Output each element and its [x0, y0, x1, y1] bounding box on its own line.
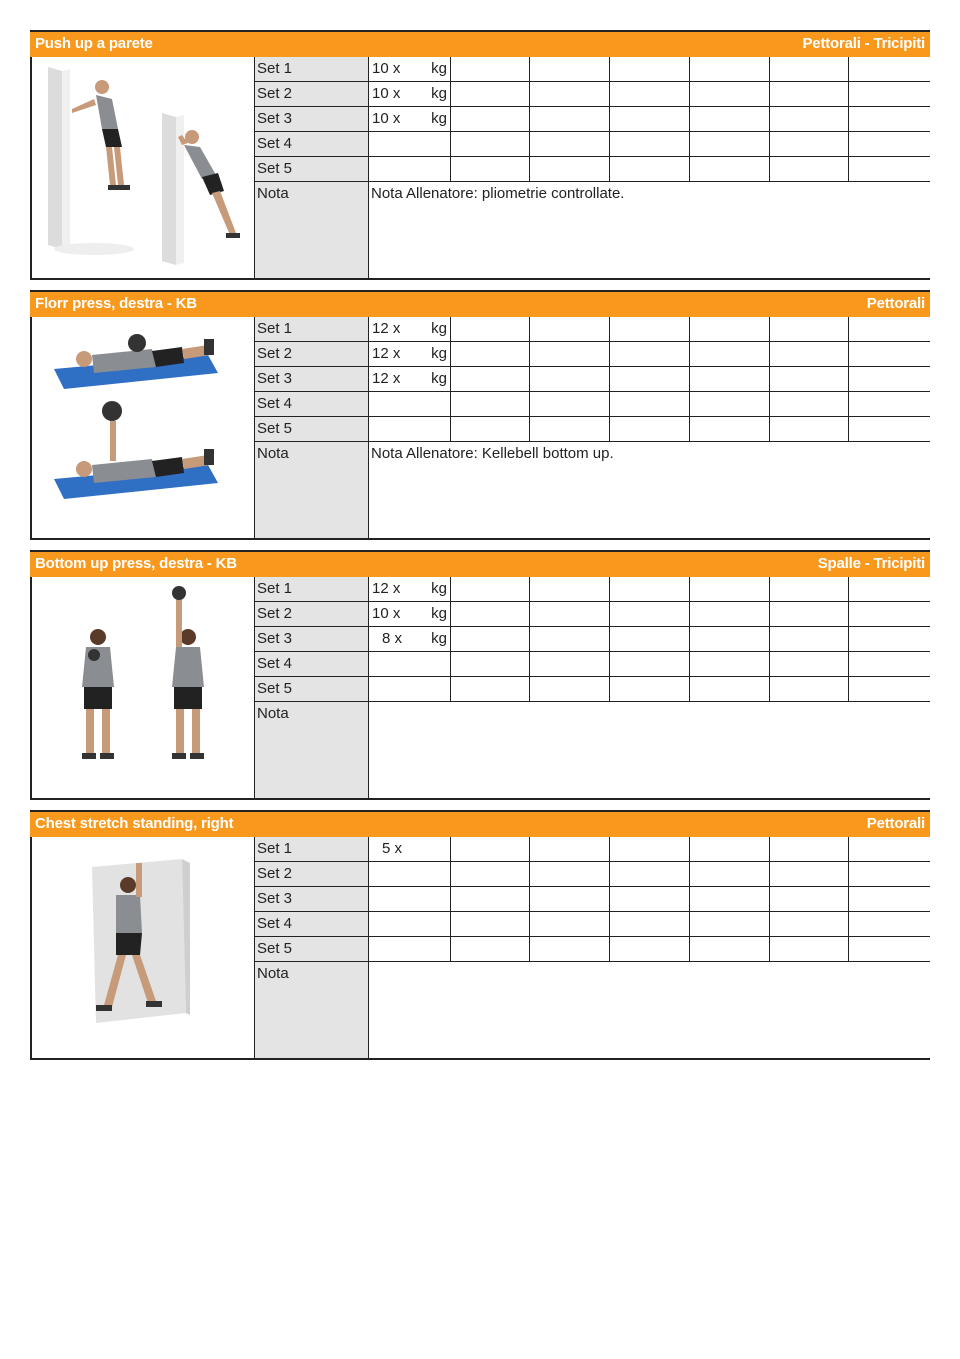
unit-label: kg — [431, 370, 447, 387]
log-cell[interactable] — [849, 862, 930, 886]
log-cell[interactable] — [451, 132, 530, 156]
log-cell[interactable] — [530, 157, 610, 181]
log-cell[interactable] — [530, 677, 610, 701]
log-cell[interactable] — [849, 367, 930, 391]
exercise-body — [30, 57, 930, 280]
set-label: Set 5 — [255, 157, 369, 181]
log-cell[interactable] — [451, 392, 530, 416]
log-cell[interactable] — [530, 627, 610, 651]
log-cell[interactable] — [770, 627, 849, 651]
exercise-header — [30, 30, 930, 57]
log-cell[interactable] — [451, 937, 530, 961]
reps-cell[interactable] — [369, 837, 451, 861]
exercise-header — [30, 550, 930, 577]
log-cell[interactable] — [770, 862, 849, 886]
unit-label: kg — [431, 85, 447, 102]
set-row — [255, 132, 930, 157]
floor-press-illustration — [32, 317, 255, 538]
set-row — [255, 107, 930, 132]
exercise-name: Chest stretch standing, right — [35, 815, 234, 832]
log-cell[interactable] — [690, 577, 770, 601]
log-cell[interactable] — [530, 862, 610, 886]
exercise-muscles: Pettorali - Tricipiti — [802, 35, 925, 52]
set-row — [255, 887, 930, 912]
log-cell[interactable] — [610, 367, 690, 391]
log-cell[interactable] — [849, 887, 930, 911]
log-cell[interactable] — [530, 887, 610, 911]
log-cell[interactable] — [770, 652, 849, 676]
exercise-name: Florr press, destra - KB — [35, 295, 197, 312]
log-cell[interactable] — [690, 107, 770, 131]
reps-cell[interactable] — [369, 57, 451, 81]
reps-value: 12 x — [372, 580, 401, 597]
log-cell[interactable] — [770, 677, 849, 701]
log-cell[interactable] — [610, 132, 690, 156]
set-label: Set 2 — [255, 342, 369, 366]
log-cell[interactable] — [530, 107, 610, 131]
set-label: Set 1 — [255, 837, 369, 861]
exercise-card — [30, 30, 930, 280]
bottom-up-press-illustration — [32, 577, 255, 798]
log-cell[interactable] — [770, 57, 849, 81]
reps-cell[interactable] — [369, 937, 451, 961]
log-cell[interactable] — [690, 342, 770, 366]
log-cell[interactable] — [690, 627, 770, 651]
reps-cell[interactable] — [369, 912, 451, 936]
set-row — [255, 417, 930, 442]
set-label: Set 1 — [255, 57, 369, 81]
reps-cell[interactable] — [369, 157, 451, 181]
set-row — [255, 392, 930, 417]
reps-cell[interactable] — [369, 82, 451, 106]
set-row — [255, 577, 930, 602]
log-cell[interactable] — [530, 367, 610, 391]
log-cell[interactable] — [530, 317, 610, 341]
set-label: Set 4 — [255, 132, 369, 156]
log-cell[interactable] — [530, 57, 610, 81]
log-cell[interactable] — [849, 57, 930, 81]
set-label: Set 4 — [255, 652, 369, 676]
log-cell[interactable] — [770, 132, 849, 156]
reps-value: 12 x — [372, 320, 401, 337]
set-label: Set 2 — [255, 82, 369, 106]
set-row — [255, 367, 930, 392]
log-cell[interactable] — [610, 602, 690, 626]
set-row — [255, 57, 930, 82]
log-cell[interactable] — [849, 132, 930, 156]
log-cell[interactable] — [610, 652, 690, 676]
set-row — [255, 862, 930, 887]
reps-cell[interactable] — [369, 887, 451, 911]
log-cell[interactable] — [610, 677, 690, 701]
unit-label: kg — [431, 605, 447, 622]
log-cell[interactable] — [610, 627, 690, 651]
log-cell[interactable] — [770, 602, 849, 626]
log-cell[interactable] — [610, 157, 690, 181]
set-label: Set 5 — [255, 937, 369, 961]
set-label: Set 5 — [255, 417, 369, 441]
note-row — [255, 442, 930, 538]
note-text[interactable]: Nota Allenatore: pliometrie controllate. — [371, 185, 625, 202]
reps-cell[interactable] — [369, 577, 451, 601]
log-cell[interactable] — [451, 367, 530, 391]
exercise-name: Bottom up press, destra - KB — [35, 555, 237, 572]
note-label: Nota — [255, 702, 369, 798]
reps-cell[interactable] — [369, 602, 451, 626]
exercise-card — [30, 810, 930, 1060]
note-row — [255, 702, 930, 798]
note-label: Nota — [255, 182, 369, 278]
log-cell[interactable] — [530, 837, 610, 861]
log-cell[interactable] — [690, 57, 770, 81]
set-row — [255, 317, 930, 342]
log-cell[interactable] — [690, 132, 770, 156]
log-cell[interactable] — [849, 627, 930, 651]
unit-label: kg — [431, 345, 447, 362]
exercise-body — [30, 837, 930, 1060]
log-cell[interactable] — [451, 887, 530, 911]
sets-grid — [255, 57, 930, 278]
note-label: Nota — [255, 962, 369, 1058]
reps-cell[interactable] — [369, 652, 451, 676]
reps-cell[interactable] — [369, 132, 451, 156]
log-cell[interactable] — [610, 577, 690, 601]
log-cell[interactable] — [610, 862, 690, 886]
log-cell[interactable] — [849, 602, 930, 626]
set-label: Set 1 — [255, 317, 369, 341]
reps-cell[interactable] — [369, 677, 451, 701]
log-cell[interactable] — [849, 317, 930, 341]
reps-value: 12 x — [372, 370, 401, 387]
log-cell[interactable] — [451, 342, 530, 366]
reps-cell[interactable] — [369, 367, 451, 391]
log-cell[interactable] — [770, 912, 849, 936]
log-cell[interactable] — [690, 887, 770, 911]
log-cell[interactable] — [530, 417, 610, 441]
set-row — [255, 937, 930, 962]
log-cell[interactable] — [770, 107, 849, 131]
reps-value: 10 x — [372, 605, 401, 622]
log-cell[interactable] — [690, 837, 770, 861]
set-label: Set 4 — [255, 912, 369, 936]
log-cell[interactable] — [849, 107, 930, 131]
chest-stretch-illustration — [32, 837, 255, 1058]
exercise-muscles: Spalle - Tricipiti — [817, 555, 925, 572]
log-cell[interactable] — [849, 937, 930, 961]
log-cell[interactable] — [610, 912, 690, 936]
note-row — [255, 962, 930, 1058]
log-cell[interactable] — [770, 157, 849, 181]
set-label: Set 3 — [255, 887, 369, 911]
log-cell[interactable] — [451, 107, 530, 131]
log-cell[interactable] — [530, 132, 610, 156]
exercise-card — [30, 290, 930, 540]
log-cell[interactable] — [451, 627, 530, 651]
wall-pushup-illustration — [32, 57, 255, 278]
log-cell[interactable] — [451, 837, 530, 861]
set-row — [255, 652, 930, 677]
log-cell[interactable] — [849, 652, 930, 676]
log-cell[interactable] — [530, 577, 610, 601]
log-cell[interactable] — [610, 837, 690, 861]
note-text[interactable]: Nota Allenatore: Kellebell bottom up. — [371, 445, 614, 462]
exercise-name: Push up a parete — [35, 35, 153, 52]
log-cell[interactable] — [610, 317, 690, 341]
log-cell[interactable] — [610, 937, 690, 961]
log-cell[interactable] — [849, 157, 930, 181]
sets-grid — [255, 317, 930, 538]
reps-cell[interactable] — [369, 342, 451, 366]
log-cell[interactable] — [610, 342, 690, 366]
set-row — [255, 602, 930, 627]
log-cell[interactable] — [451, 677, 530, 701]
set-row — [255, 837, 930, 862]
reps-cell[interactable] — [369, 107, 451, 131]
log-cell[interactable] — [770, 937, 849, 961]
log-cell[interactable] — [849, 577, 930, 601]
log-cell[interactable] — [770, 82, 849, 106]
log-cell[interactable] — [451, 652, 530, 676]
reps-cell[interactable] — [369, 392, 451, 416]
set-row — [255, 82, 930, 107]
log-cell[interactable] — [770, 367, 849, 391]
log-cell[interactable] — [690, 937, 770, 961]
log-cell[interactable] — [530, 912, 610, 936]
log-cell[interactable] — [690, 417, 770, 441]
log-cell[interactable] — [849, 417, 930, 441]
log-cell[interactable] — [451, 912, 530, 936]
exercise-card — [30, 550, 930, 800]
unit-label: kg — [431, 320, 447, 337]
set-label: Set 3 — [255, 627, 369, 651]
log-cell[interactable] — [530, 342, 610, 366]
set-row — [255, 627, 930, 652]
log-cell[interactable] — [530, 652, 610, 676]
exercise-body — [30, 577, 930, 800]
log-cell[interactable] — [451, 57, 530, 81]
set-label: Set 2 — [255, 862, 369, 886]
log-cell[interactable] — [530, 937, 610, 961]
log-cell[interactable] — [690, 912, 770, 936]
unit-label: kg — [431, 60, 447, 77]
log-cell[interactable] — [451, 317, 530, 341]
log-cell[interactable] — [690, 157, 770, 181]
set-label: Set 3 — [255, 107, 369, 131]
reps-cell[interactable] — [369, 417, 451, 441]
note-label: Nota — [255, 442, 369, 538]
log-cell[interactable] — [530, 82, 610, 106]
set-label: Set 2 — [255, 602, 369, 626]
set-row — [255, 677, 930, 702]
log-cell[interactable] — [451, 577, 530, 601]
sets-grid — [255, 577, 930, 798]
set-row — [255, 342, 930, 367]
log-cell[interactable] — [690, 367, 770, 391]
set-label: Set 1 — [255, 577, 369, 601]
log-cell[interactable] — [530, 602, 610, 626]
reps-value: 5 x — [382, 840, 403, 857]
log-cell[interactable] — [849, 912, 930, 936]
exercise-muscles: Pettorali — [866, 815, 925, 832]
exercise-body — [30, 317, 930, 540]
set-label: Set 4 — [255, 392, 369, 416]
log-cell[interactable] — [610, 887, 690, 911]
log-cell[interactable] — [849, 342, 930, 366]
log-cell[interactable] — [770, 342, 849, 366]
sets-grid — [255, 837, 930, 1058]
reps-cell[interactable] — [369, 317, 451, 341]
reps-value: 10 x — [372, 60, 401, 77]
log-cell[interactable] — [610, 107, 690, 131]
log-cell[interactable] — [690, 862, 770, 886]
log-cell[interactable] — [770, 317, 849, 341]
log-cell[interactable] — [451, 862, 530, 886]
unit-label: kg — [431, 630, 447, 647]
log-cell[interactable] — [451, 157, 530, 181]
reps-cell[interactable] — [369, 627, 451, 651]
exercise-header — [30, 290, 930, 317]
note-row — [255, 182, 930, 278]
log-cell[interactable] — [690, 317, 770, 341]
reps-value: 10 x — [372, 110, 401, 127]
log-cell[interactable] — [530, 392, 610, 416]
log-cell[interactable] — [610, 417, 690, 441]
log-cell[interactable] — [610, 82, 690, 106]
log-cell[interactable] — [770, 887, 849, 911]
log-cell[interactable] — [451, 602, 530, 626]
exercise-header — [30, 810, 930, 837]
unit-label: kg — [431, 580, 447, 597]
set-label: Set 3 — [255, 367, 369, 391]
reps-value: 8 x — [382, 630, 403, 647]
unit-label: kg — [431, 110, 447, 127]
exercise-muscles: Pettorali — [866, 295, 925, 312]
reps-value: 10 x — [372, 85, 401, 102]
log-cell[interactable] — [849, 392, 930, 416]
log-cell[interactable] — [451, 417, 530, 441]
set-label: Set 5 — [255, 677, 369, 701]
log-cell[interactable] — [770, 392, 849, 416]
log-cell[interactable] — [690, 677, 770, 701]
log-cell[interactable] — [690, 652, 770, 676]
log-cell[interactable] — [690, 602, 770, 626]
set-row — [255, 912, 930, 937]
log-cell[interactable] — [451, 82, 530, 106]
log-cell[interactable] — [849, 677, 930, 701]
log-cell[interactable] — [610, 392, 690, 416]
log-cell[interactable] — [849, 837, 930, 861]
log-cell[interactable] — [610, 57, 690, 81]
log-cell[interactable] — [770, 837, 849, 861]
set-row — [255, 157, 930, 182]
log-cell[interactable] — [849, 82, 930, 106]
reps-cell[interactable] — [369, 862, 451, 886]
log-cell[interactable] — [770, 417, 849, 441]
log-cell[interactable] — [690, 82, 770, 106]
reps-value: 12 x — [372, 345, 401, 362]
log-cell[interactable] — [770, 577, 849, 601]
log-cell[interactable] — [690, 392, 770, 416]
